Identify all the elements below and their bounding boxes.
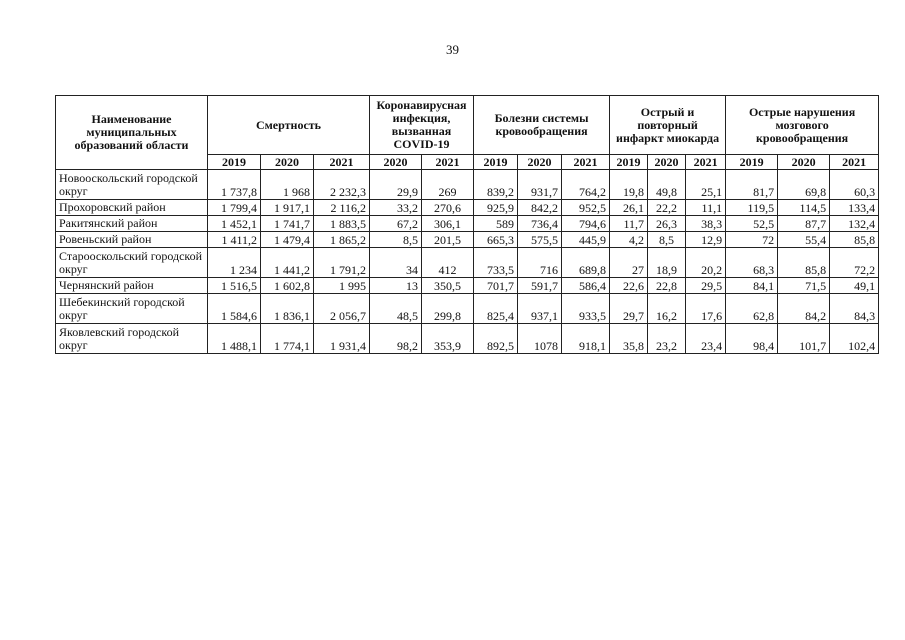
table-row — [56, 200, 879, 216]
value-cell: 35,8 — [610, 324, 648, 354]
value-cell: 102,4 — [830, 324, 879, 354]
value-cell: 11,7 — [610, 216, 648, 232]
value-cell: 1 931,4 — [314, 324, 370, 354]
table-row — [56, 248, 879, 278]
value-cell: 22,6 — [610, 278, 648, 294]
value-cell: 794,6 — [562, 216, 610, 232]
value-cell: 23,2 — [648, 324, 686, 354]
value-cell: 33,2 — [370, 200, 422, 216]
value-cell: 98,2 — [370, 324, 422, 354]
value-cell: 1 799,4 — [208, 200, 261, 216]
value-cell: 1 737,8 — [208, 170, 261, 200]
value-cell: 26,1 — [610, 200, 648, 216]
value-cell: 81,7 — [726, 170, 778, 200]
year-header: 2021 — [686, 155, 726, 170]
value-cell: 72 — [726, 232, 778, 248]
row-name-cell: Прохоровский район — [56, 200, 208, 216]
year-header: 2020 — [648, 155, 686, 170]
value-cell: 114,5 — [778, 200, 830, 216]
value-cell: 1 411,2 — [208, 232, 261, 248]
value-cell: 842,2 — [518, 200, 562, 216]
value-cell: 34 — [370, 248, 422, 278]
year-header: 2019 — [474, 155, 518, 170]
value-cell: 12,9 — [686, 232, 726, 248]
value-cell: 48,5 — [370, 294, 422, 324]
value-cell: 1 791,2 — [314, 248, 370, 278]
group-header-covid: Коронавирусная инфекция, вызванная COVID-19 — [370, 96, 474, 155]
value-cell: 1 883,5 — [314, 216, 370, 232]
value-cell: 2 056,7 — [314, 294, 370, 324]
value-cell: 1 968 — [261, 170, 314, 200]
table-row — [56, 216, 879, 232]
value-cell: 925,9 — [474, 200, 518, 216]
value-cell: 269 — [422, 170, 474, 200]
value-cell: 591,7 — [518, 278, 562, 294]
value-cell: 19,8 — [610, 170, 648, 200]
value-cell: 18,9 — [648, 248, 686, 278]
year-header: 2020 — [518, 155, 562, 170]
value-cell: 85,8 — [778, 248, 830, 278]
value-cell: 101,7 — [778, 324, 830, 354]
value-cell: 665,3 — [474, 232, 518, 248]
row-name-cell: Шебекинский городской округ — [56, 294, 208, 324]
value-cell: 892,5 — [474, 324, 518, 354]
value-cell: 2 232,3 — [314, 170, 370, 200]
value-cell: 22,2 — [648, 200, 686, 216]
group-header-infarction: Острый и повторный инфаркт миокарда — [610, 96, 726, 155]
value-cell: 1 234 — [208, 248, 261, 278]
value-cell: 68,3 — [726, 248, 778, 278]
value-cell: 689,8 — [562, 248, 610, 278]
value-cell: 16,2 — [648, 294, 686, 324]
value-cell: 72,2 — [830, 248, 879, 278]
value-cell: 23,4 — [686, 324, 726, 354]
value-cell: 132,4 — [830, 216, 879, 232]
value-cell: 1 602,8 — [261, 278, 314, 294]
value-cell: 412 — [422, 248, 474, 278]
value-cell: 1 995 — [314, 278, 370, 294]
value-cell: 839,2 — [474, 170, 518, 200]
value-cell: 49,1 — [830, 278, 879, 294]
value-cell: 8,5 — [370, 232, 422, 248]
value-cell: 1078 — [518, 324, 562, 354]
value-cell: 299,8 — [422, 294, 474, 324]
value-cell: 350,5 — [422, 278, 474, 294]
value-cell: 933,5 — [562, 294, 610, 324]
value-cell: 952,5 — [562, 200, 610, 216]
value-cell: 87,7 — [778, 216, 830, 232]
value-cell: 69,8 — [778, 170, 830, 200]
value-cell: 1 488,1 — [208, 324, 261, 354]
value-cell: 133,4 — [830, 200, 879, 216]
group-header-stroke: Острые нарушения мозгового кровообращения — [726, 96, 879, 155]
row-name-cell: Новооскольский городской округ — [56, 170, 208, 200]
value-cell: 1 865,2 — [314, 232, 370, 248]
value-cell: 445,9 — [562, 232, 610, 248]
value-cell: 306,1 — [422, 216, 474, 232]
group-header-circulatory: Болезни системы кровообращения — [474, 96, 610, 155]
table-row — [56, 232, 879, 248]
table-row — [56, 170, 879, 200]
row-name-cell: Ровеньский район — [56, 232, 208, 248]
value-cell: 60,3 — [830, 170, 879, 200]
year-header: 2020 — [778, 155, 830, 170]
header-row — [56, 96, 879, 155]
value-cell: 918,1 — [562, 324, 610, 354]
value-cell: 85,8 — [830, 232, 879, 248]
row-name-cell: Яковлевский городской округ — [56, 324, 208, 354]
value-cell: 13 — [370, 278, 422, 294]
value-cell: 26,3 — [648, 216, 686, 232]
value-cell: 1 452,1 — [208, 216, 261, 232]
value-cell: 20,2 — [686, 248, 726, 278]
value-cell: 825,4 — [474, 294, 518, 324]
year-header: 2021 — [314, 155, 370, 170]
value-cell: 1 741,7 — [261, 216, 314, 232]
year-header: 2019 — [726, 155, 778, 170]
value-cell: 55,4 — [778, 232, 830, 248]
value-cell: 353,9 — [422, 324, 474, 354]
value-cell: 62,8 — [726, 294, 778, 324]
value-cell: 67,2 — [370, 216, 422, 232]
mortality-table — [55, 95, 879, 354]
table-body — [56, 170, 879, 354]
value-cell: 4,2 — [610, 232, 648, 248]
value-cell: 1 516,5 — [208, 278, 261, 294]
value-cell: 201,5 — [422, 232, 474, 248]
value-cell: 71,5 — [778, 278, 830, 294]
value-cell: 589 — [474, 216, 518, 232]
value-cell: 701,7 — [474, 278, 518, 294]
value-cell: 270,6 — [422, 200, 474, 216]
value-cell: 586,4 — [562, 278, 610, 294]
year-header: 2021 — [562, 155, 610, 170]
row-name-cell: Старооскольский городской округ — [56, 248, 208, 278]
value-cell: 29,5 — [686, 278, 726, 294]
year-header: 2019 — [610, 155, 648, 170]
value-cell: 1 479,4 — [261, 232, 314, 248]
value-cell: 11,1 — [686, 200, 726, 216]
value-cell: 38,3 — [686, 216, 726, 232]
value-cell: 17,6 — [686, 294, 726, 324]
value-cell: 733,5 — [474, 248, 518, 278]
table-row — [56, 324, 879, 354]
value-cell: 2 116,2 — [314, 200, 370, 216]
year-header: 2019 — [208, 155, 261, 170]
value-cell: 52,5 — [726, 216, 778, 232]
table-row — [56, 294, 879, 324]
value-cell: 931,7 — [518, 170, 562, 200]
year-header: 2020 — [370, 155, 422, 170]
value-cell: 29,9 — [370, 170, 422, 200]
year-header: 2020 — [261, 155, 314, 170]
value-cell: 937,1 — [518, 294, 562, 324]
table-row — [56, 278, 879, 294]
value-cell: 1 836,1 — [261, 294, 314, 324]
value-cell: 84,3 — [830, 294, 879, 324]
value-cell: 22,8 — [648, 278, 686, 294]
year-header: 2021 — [422, 155, 474, 170]
year-header: 2021 — [830, 155, 879, 170]
value-cell: 1 774,1 — [261, 324, 314, 354]
value-cell: 29,7 — [610, 294, 648, 324]
row-name-cell: Ракитянский район — [56, 216, 208, 232]
value-cell: 84,1 — [726, 278, 778, 294]
value-cell: 98,4 — [726, 324, 778, 354]
value-cell: 84,2 — [778, 294, 830, 324]
value-cell: 716 — [518, 248, 562, 278]
value-cell: 25,1 — [686, 170, 726, 200]
group-header-mortality: Смертность — [208, 96, 370, 155]
value-cell: 119,5 — [726, 200, 778, 216]
value-cell: 764,2 — [562, 170, 610, 200]
value-cell: 8,5 — [648, 232, 686, 248]
name-column-header: Наименование муниципальных образований области — [56, 96, 208, 170]
value-cell: 49,8 — [648, 170, 686, 200]
value-cell: 1 441,2 — [261, 248, 314, 278]
value-cell: 736,4 — [518, 216, 562, 232]
value-cell: 1 584,6 — [208, 294, 261, 324]
value-cell: 1 917,1 — [261, 200, 314, 216]
value-cell: 27 — [610, 248, 648, 278]
row-name-cell: Чернянский район — [56, 278, 208, 294]
page-number: 39 — [446, 42, 459, 57]
value-cell: 575,5 — [518, 232, 562, 248]
